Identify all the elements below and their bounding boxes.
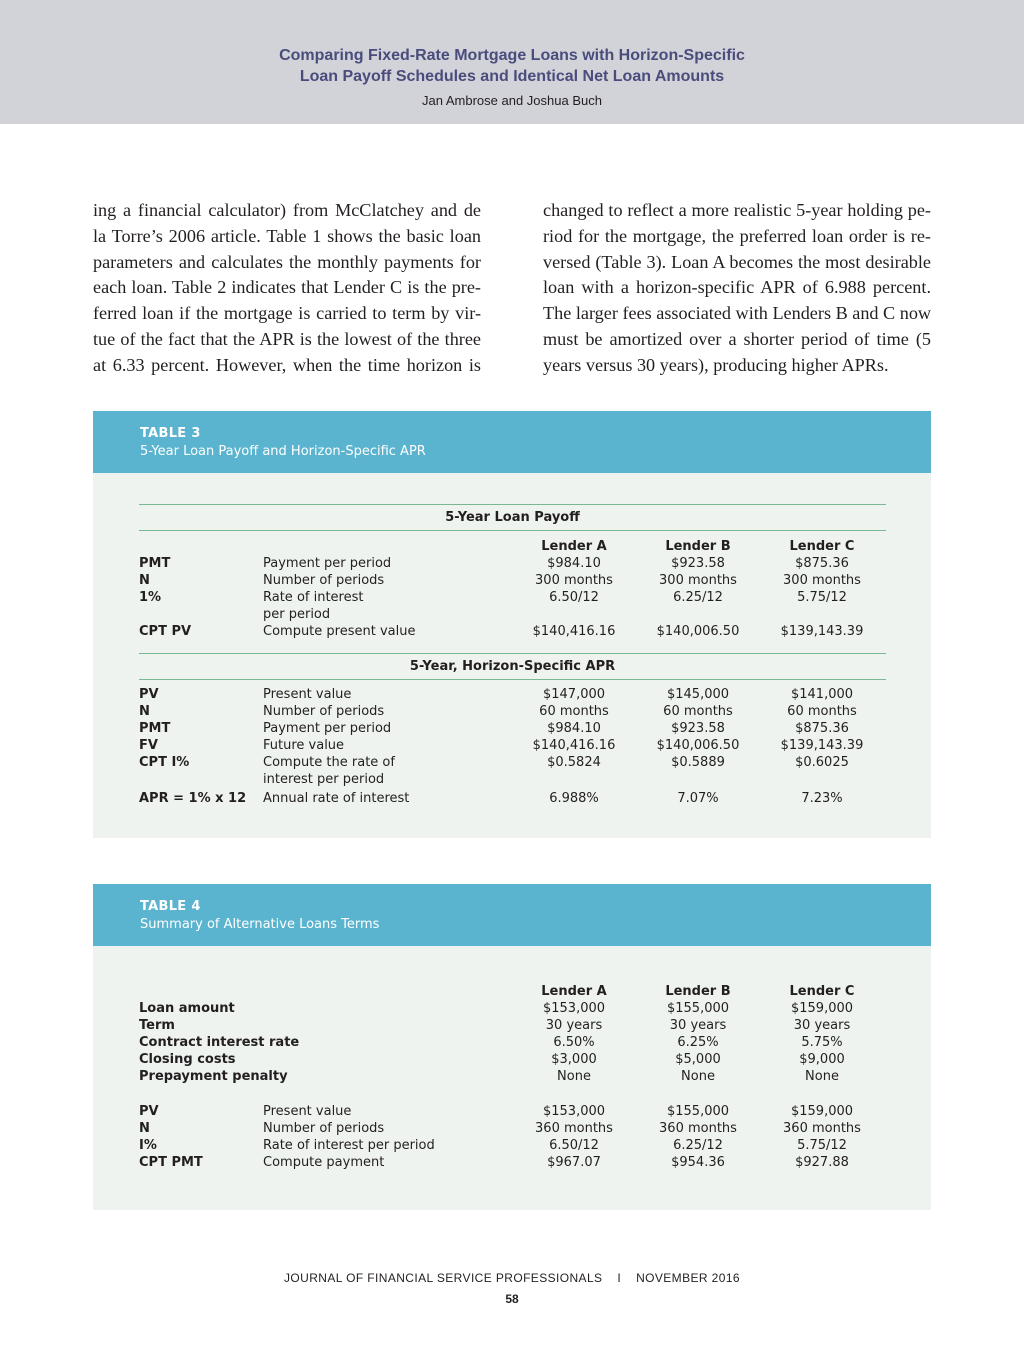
cell-lender-c: 5.75/12 bbox=[797, 1138, 847, 1153]
table-row bbox=[139, 1103, 886, 1120]
row-desc: Rate of interest per period bbox=[263, 1138, 435, 1153]
cell-lender-b: 360 months bbox=[659, 1121, 737, 1136]
row-desc: Present value bbox=[263, 1104, 352, 1119]
body-text-right-column bbox=[543, 198, 931, 379]
row-desc: Compute present value bbox=[263, 624, 416, 639]
body-line: versed (Table 3). Loan A becomes the most desirable bbox=[543, 251, 931, 272]
cell-lender-c: None bbox=[805, 1069, 839, 1084]
cell-lender-b: $0.5889 bbox=[671, 755, 725, 770]
cell-lender-c: $875.36 bbox=[795, 721, 849, 736]
cell-lender-b: 6.25/12 bbox=[673, 1138, 723, 1153]
section-title: 5-Year, Horizon-Specific APR bbox=[409, 659, 616, 674]
cell-lender-b: $145,000 bbox=[666, 687, 730, 702]
row-key: FV bbox=[139, 738, 158, 753]
cell-lender-b: $923.58 bbox=[671, 556, 725, 571]
row-key: Closing costs bbox=[139, 1052, 236, 1067]
body-line: ing a financial calculator) from McClatchey and de bbox=[93, 200, 481, 220]
cell-lender-c: 7.23% bbox=[801, 791, 843, 806]
cell-lender-c: $159,000 bbox=[790, 1104, 854, 1119]
body-line: parameters and calculates the monthly payments for bbox=[93, 251, 481, 272]
body-line: tue of the fact that the APR is the lowest of the three bbox=[93, 328, 481, 349]
table-row bbox=[139, 1068, 886, 1085]
row-desc: Payment per period bbox=[263, 721, 392, 736]
row-key: Term bbox=[139, 1018, 175, 1033]
row-key: I% bbox=[139, 1138, 157, 1153]
row-key: N bbox=[139, 573, 150, 588]
cell-lender-a: $967.07 bbox=[547, 1155, 601, 1170]
table-row-continuation bbox=[139, 606, 886, 623]
table-row bbox=[139, 1137, 886, 1154]
page-number: 58 bbox=[505, 1292, 519, 1306]
cell-lender-b: $140,006.50 bbox=[656, 624, 740, 639]
table-row bbox=[139, 1051, 886, 1068]
row-desc: Compute payment bbox=[263, 1155, 385, 1170]
cell-lender-a: $153,000 bbox=[542, 1001, 606, 1016]
cell-lender-c: 360 months bbox=[783, 1121, 861, 1136]
article-authors: Jan Ambrose and Joshua Buch bbox=[422, 93, 602, 108]
cell-lender-b: $954.36 bbox=[671, 1155, 725, 1170]
cell-lender-c: 300 months bbox=[783, 573, 861, 588]
row-desc: Present value bbox=[263, 687, 352, 702]
cell-lender-a: 6.50/12 bbox=[549, 1138, 599, 1153]
article-title-line-1: Comparing Fixed-Rate Mortgage Loans with Horizon-Specific bbox=[279, 47, 745, 64]
column-header: Lender B bbox=[665, 539, 731, 554]
row-desc: Number of periods bbox=[263, 704, 385, 719]
cell-lender-a: 6.50% bbox=[553, 1035, 595, 1050]
row-key: PV bbox=[139, 1104, 159, 1119]
table-row bbox=[139, 754, 886, 771]
table-3-header bbox=[93, 411, 931, 473]
row-key: CPT I% bbox=[139, 755, 190, 770]
cell-lender-b: 30 years bbox=[669, 1018, 727, 1033]
row-key: Loan amount bbox=[139, 1001, 235, 1016]
cell-lender-c: $159,000 bbox=[790, 1001, 854, 1016]
cell-lender-c: 30 years bbox=[793, 1018, 851, 1033]
body-line: The larger fees associated with Lenders B and C now bbox=[543, 303, 931, 324]
table-row bbox=[139, 1017, 886, 1034]
body-line: each loan. Table 2 indicates that Lender C is the pre- bbox=[93, 277, 481, 298]
table-row bbox=[139, 737, 886, 754]
cell-lender-a: $3,000 bbox=[551, 1052, 597, 1067]
row-desc: Payment per period bbox=[263, 556, 392, 571]
body-line: la Torre’s 2006 article. Table 1 shows the basic loan bbox=[93, 225, 481, 246]
row-desc: Number of periods bbox=[263, 573, 385, 588]
row-desc: Rate of interest bbox=[263, 590, 364, 605]
table-row bbox=[139, 720, 886, 737]
row-key: CPT PMT bbox=[139, 1155, 203, 1170]
footer-separator: I bbox=[617, 1271, 622, 1285]
table-row bbox=[139, 572, 886, 589]
cell-lender-b: $5,000 bbox=[675, 1052, 721, 1067]
cell-lender-c: $0.6025 bbox=[795, 755, 849, 770]
cell-lender-c: $927.88 bbox=[795, 1155, 849, 1170]
table-rule bbox=[139, 530, 886, 531]
table-row-continuation bbox=[139, 771, 886, 788]
body-line: riod for the mortgage, the preferred loan order is re- bbox=[543, 225, 931, 246]
cell-lender-a: $153,000 bbox=[542, 1104, 606, 1119]
column-header: Lender C bbox=[789, 984, 855, 999]
table-rule bbox=[139, 679, 886, 680]
column-header: Lender A bbox=[541, 984, 607, 999]
row-key: PV bbox=[139, 687, 159, 702]
body-text-left-column bbox=[93, 198, 481, 379]
cell-lender-a: 6.50/12 bbox=[549, 590, 599, 605]
table-row bbox=[139, 623, 886, 640]
cell-lender-b: 7.07% bbox=[677, 791, 719, 806]
running-header bbox=[0, 0, 1024, 124]
table-row bbox=[139, 1034, 886, 1051]
cell-lender-b: 300 months bbox=[659, 573, 737, 588]
column-header: Lender B bbox=[665, 984, 731, 999]
cell-lender-b: 6.25/12 bbox=[673, 590, 723, 605]
cell-lender-c: $141,000 bbox=[790, 687, 854, 702]
table-3-label: TABLE 3 bbox=[140, 426, 201, 441]
row-desc: interest per period bbox=[263, 772, 385, 787]
column-header: Lender C bbox=[789, 539, 855, 554]
cell-lender-a: $984.10 bbox=[547, 556, 601, 571]
table-row bbox=[139, 686, 886, 703]
table-row bbox=[139, 703, 886, 720]
body-line: loan with a horizon-specific APR of 6.988 percent. bbox=[543, 277, 931, 298]
row-key: N bbox=[139, 704, 150, 719]
cell-lender-c: 5.75/12 bbox=[797, 590, 847, 605]
table-4-label: TABLE 4 bbox=[140, 899, 201, 914]
cell-lender-a: 300 months bbox=[535, 573, 613, 588]
table-row bbox=[139, 1120, 886, 1137]
table-3-subtitle: 5-Year Loan Payoff and Horizon-Specific APR bbox=[140, 444, 426, 459]
cell-lender-a: 30 years bbox=[545, 1018, 603, 1033]
cell-lender-c: $875.36 bbox=[795, 556, 849, 571]
cell-lender-b: 60 months bbox=[663, 704, 733, 719]
table-row bbox=[139, 555, 886, 572]
column-header: Lender A bbox=[541, 539, 607, 554]
row-desc: per period bbox=[263, 607, 331, 622]
cell-lender-c: $9,000 bbox=[799, 1052, 845, 1067]
cell-lender-a: $140,416.16 bbox=[532, 624, 616, 639]
row-key: 1% bbox=[139, 590, 162, 605]
body-line: must be amortized over a shorter period of time (5 bbox=[543, 328, 931, 349]
cell-lender-b: $155,000 bbox=[666, 1001, 730, 1016]
row-desc: Number of periods bbox=[263, 1121, 385, 1136]
journal-name: JOURNAL OF FINANCIAL SERVICE PROFESSIONALS bbox=[284, 1271, 603, 1285]
row-key: Contract interest rate bbox=[139, 1035, 300, 1050]
row-key: Prepayment penalty bbox=[139, 1069, 288, 1084]
cell-lender-a: 360 months bbox=[535, 1121, 613, 1136]
row-key: N bbox=[139, 1121, 150, 1136]
cell-lender-b: $923.58 bbox=[671, 721, 725, 736]
cell-lender-c: $139,143.39 bbox=[780, 624, 864, 639]
article-title-line-2: Loan Payoff Schedules and Identical Net Loan Amounts bbox=[299, 68, 725, 85]
running-footer bbox=[0, 1271, 1024, 1285]
cell-lender-a: $140,416.16 bbox=[532, 738, 616, 753]
column-header-row bbox=[139, 538, 886, 555]
body-line: years versus 30 years), producing higher APRs. bbox=[543, 354, 889, 375]
table-row bbox=[139, 790, 886, 807]
cell-lender-a: $147,000 bbox=[542, 687, 606, 702]
row-key: PMT bbox=[139, 721, 171, 736]
row-desc: Annual rate of interest bbox=[263, 791, 410, 806]
row-key: PMT bbox=[139, 556, 171, 571]
table-row bbox=[139, 1154, 886, 1171]
cell-lender-a: $984.10 bbox=[547, 721, 601, 736]
cell-lender-c: 5.75% bbox=[801, 1035, 843, 1050]
column-header-row bbox=[139, 983, 886, 1000]
table-4-header bbox=[93, 884, 931, 946]
issue-date: NOVEMBER 2016 bbox=[636, 1271, 740, 1285]
cell-lender-b: None bbox=[681, 1069, 715, 1084]
cell-lender-c: $139,143.39 bbox=[780, 738, 864, 753]
row-desc: Future value bbox=[263, 738, 345, 753]
cell-lender-a: 6.988% bbox=[549, 791, 599, 806]
table-rule bbox=[139, 653, 886, 654]
table-row bbox=[139, 589, 886, 606]
cell-lender-a: None bbox=[557, 1069, 591, 1084]
section-title: 5-Year Loan Payoff bbox=[445, 510, 580, 525]
row-key: APR = 1% x 12 bbox=[139, 791, 247, 806]
body-line: at 6.33 percent. However, when the time horizon is bbox=[93, 354, 481, 375]
body-line: ferred loan if the mortgage is carried to term by vir- bbox=[93, 303, 481, 324]
cell-lender-a: $0.5824 bbox=[547, 755, 601, 770]
table-row bbox=[139, 1000, 886, 1017]
cell-lender-b: $140,006.50 bbox=[656, 738, 740, 753]
cell-lender-b: 6.25% bbox=[677, 1035, 719, 1050]
body-line: changed to reflect a more realistic 5-year holding pe- bbox=[543, 200, 931, 220]
cell-lender-a: 60 months bbox=[539, 704, 609, 719]
cell-lender-b: $155,000 bbox=[666, 1104, 730, 1119]
cell-lender-c: 60 months bbox=[787, 704, 857, 719]
row-key: CPT PV bbox=[139, 624, 192, 639]
row-desc: Compute the rate of bbox=[263, 755, 395, 770]
table-4-subtitle: Summary of Alternative Loans Terms bbox=[140, 917, 380, 932]
table-rule bbox=[139, 504, 886, 505]
